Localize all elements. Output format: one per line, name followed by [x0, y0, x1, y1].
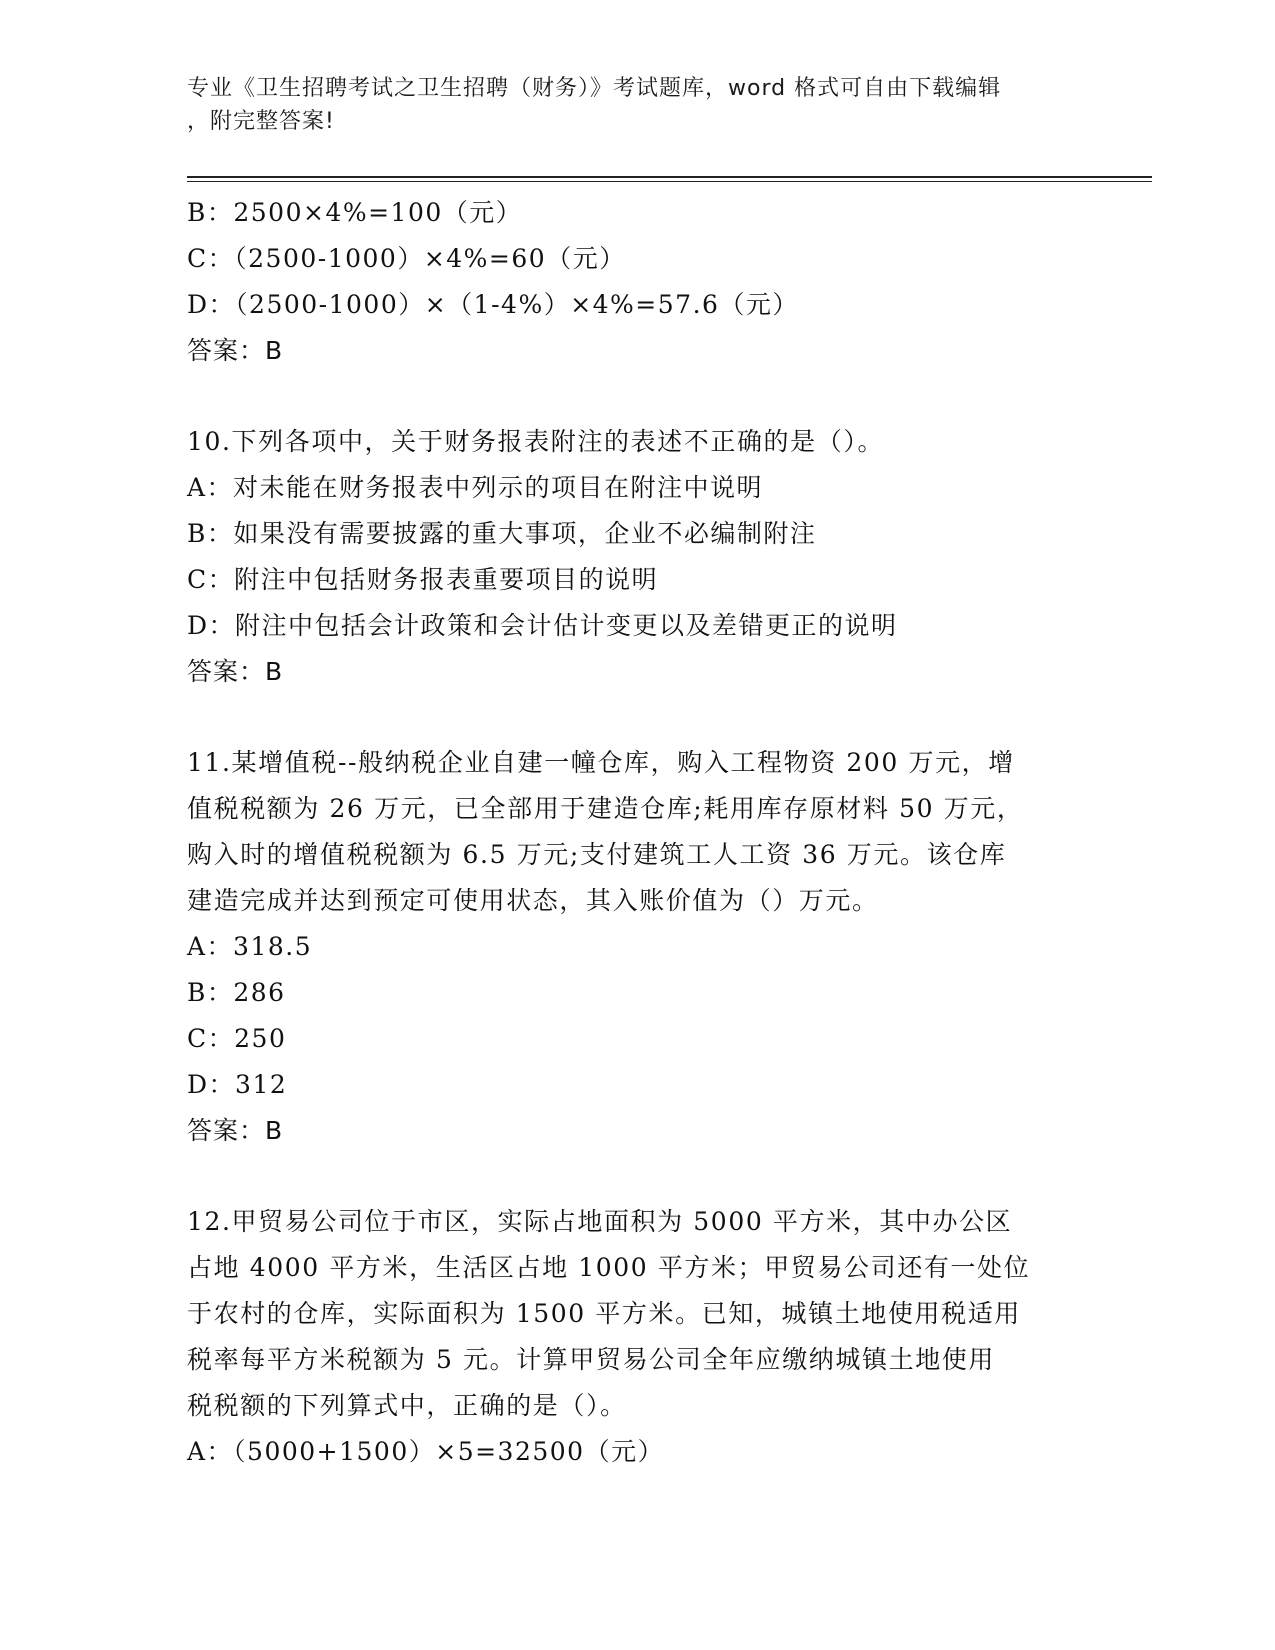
answer: 答案：B	[187, 336, 284, 365]
question-line: 值税税额为 26 万元，已全部用于建造仓库;耗用库存原材料 50 万元，	[187, 794, 1024, 823]
option-c: C：250	[187, 1024, 287, 1053]
option-a: A：（5000+1500）×5=32500（元）	[187, 1437, 665, 1466]
header-divider-thick	[187, 176, 1152, 178]
header-line-1: 专业《卫生招聘考试之卫生招聘（财务）》考试题库，word 格式可自由下载编辑	[187, 76, 1002, 101]
spacer	[187, 695, 1087, 740]
spacer	[187, 374, 1087, 419]
question-line: 11.某增值税--般纳税企业自建一幢仓库，购入工程物资 200 万元，增	[187, 748, 1015, 777]
header-divider-thin	[187, 181, 1152, 182]
question-10	[187, 419, 1087, 695]
question-12	[187, 1199, 1087, 1475]
question-line: 建造完成并达到预定可使用状态，其入账价值为（）万元。	[187, 886, 879, 915]
page-header	[187, 72, 1087, 138]
question-text	[187, 419, 1087, 465]
option-b: B：如果没有需要披露的重大事项，企业不必编制附注	[187, 519, 817, 548]
option-d: D：（2500-1000）×（1-4%）×4%=57.6（元）	[187, 290, 799, 319]
answer: 答案：B	[187, 657, 284, 686]
option-a: A：318.5	[187, 932, 313, 961]
option-c: C：附注中包括财务报表重要项目的说明	[187, 565, 659, 594]
question-line: 税率每平方米税额为 5 元。计算甲贸易公司全年应缴纳城镇土地使用	[187, 1345, 996, 1374]
question-text	[187, 740, 1087, 924]
spacer	[187, 1154, 1087, 1199]
header-line-2: ，附完整答案!	[187, 109, 335, 134]
question-line: 于农村的仓库，实际面积为 1500 平方米。已知，城镇土地使用税适用	[187, 1299, 1021, 1328]
question-line: 占地 4000 平方米，生活区占地 1000 平方米；甲贸易公司还有一处位	[187, 1253, 1031, 1282]
answer: 答案：B	[187, 1116, 284, 1145]
option-b: B：286	[187, 978, 286, 1007]
option-a: A：对未能在财务报表中列示的项目在附注中说明	[187, 473, 764, 502]
question-line: 12.甲贸易公司位于市区，实际占地面积为 5000 平方米，其中办公区	[187, 1207, 1013, 1236]
question-line: 税税额的下列算式中，正确的是（）。	[187, 1391, 627, 1420]
option-d: D：312	[187, 1070, 288, 1099]
question-line: 购入时的增值税税额为 6.5 万元;支付建筑工人工资 36 万元。该仓库	[187, 840, 1007, 869]
option-c: C：（2500-1000）×4%=60（元）	[187, 244, 626, 273]
question-11	[187, 740, 1087, 1154]
question-text	[187, 1199, 1087, 1429]
question-content	[187, 190, 1087, 1475]
question-line: 10.下列各项中，关于财务报表附注的表述不正确的是（）。	[187, 427, 885, 456]
question-9-continued	[187, 190, 1087, 374]
option-d: D：附注中包括会计政策和会计估计变更以及差错更正的说明	[187, 611, 898, 640]
option-b: B：2500×4%=100（元）	[187, 198, 523, 227]
